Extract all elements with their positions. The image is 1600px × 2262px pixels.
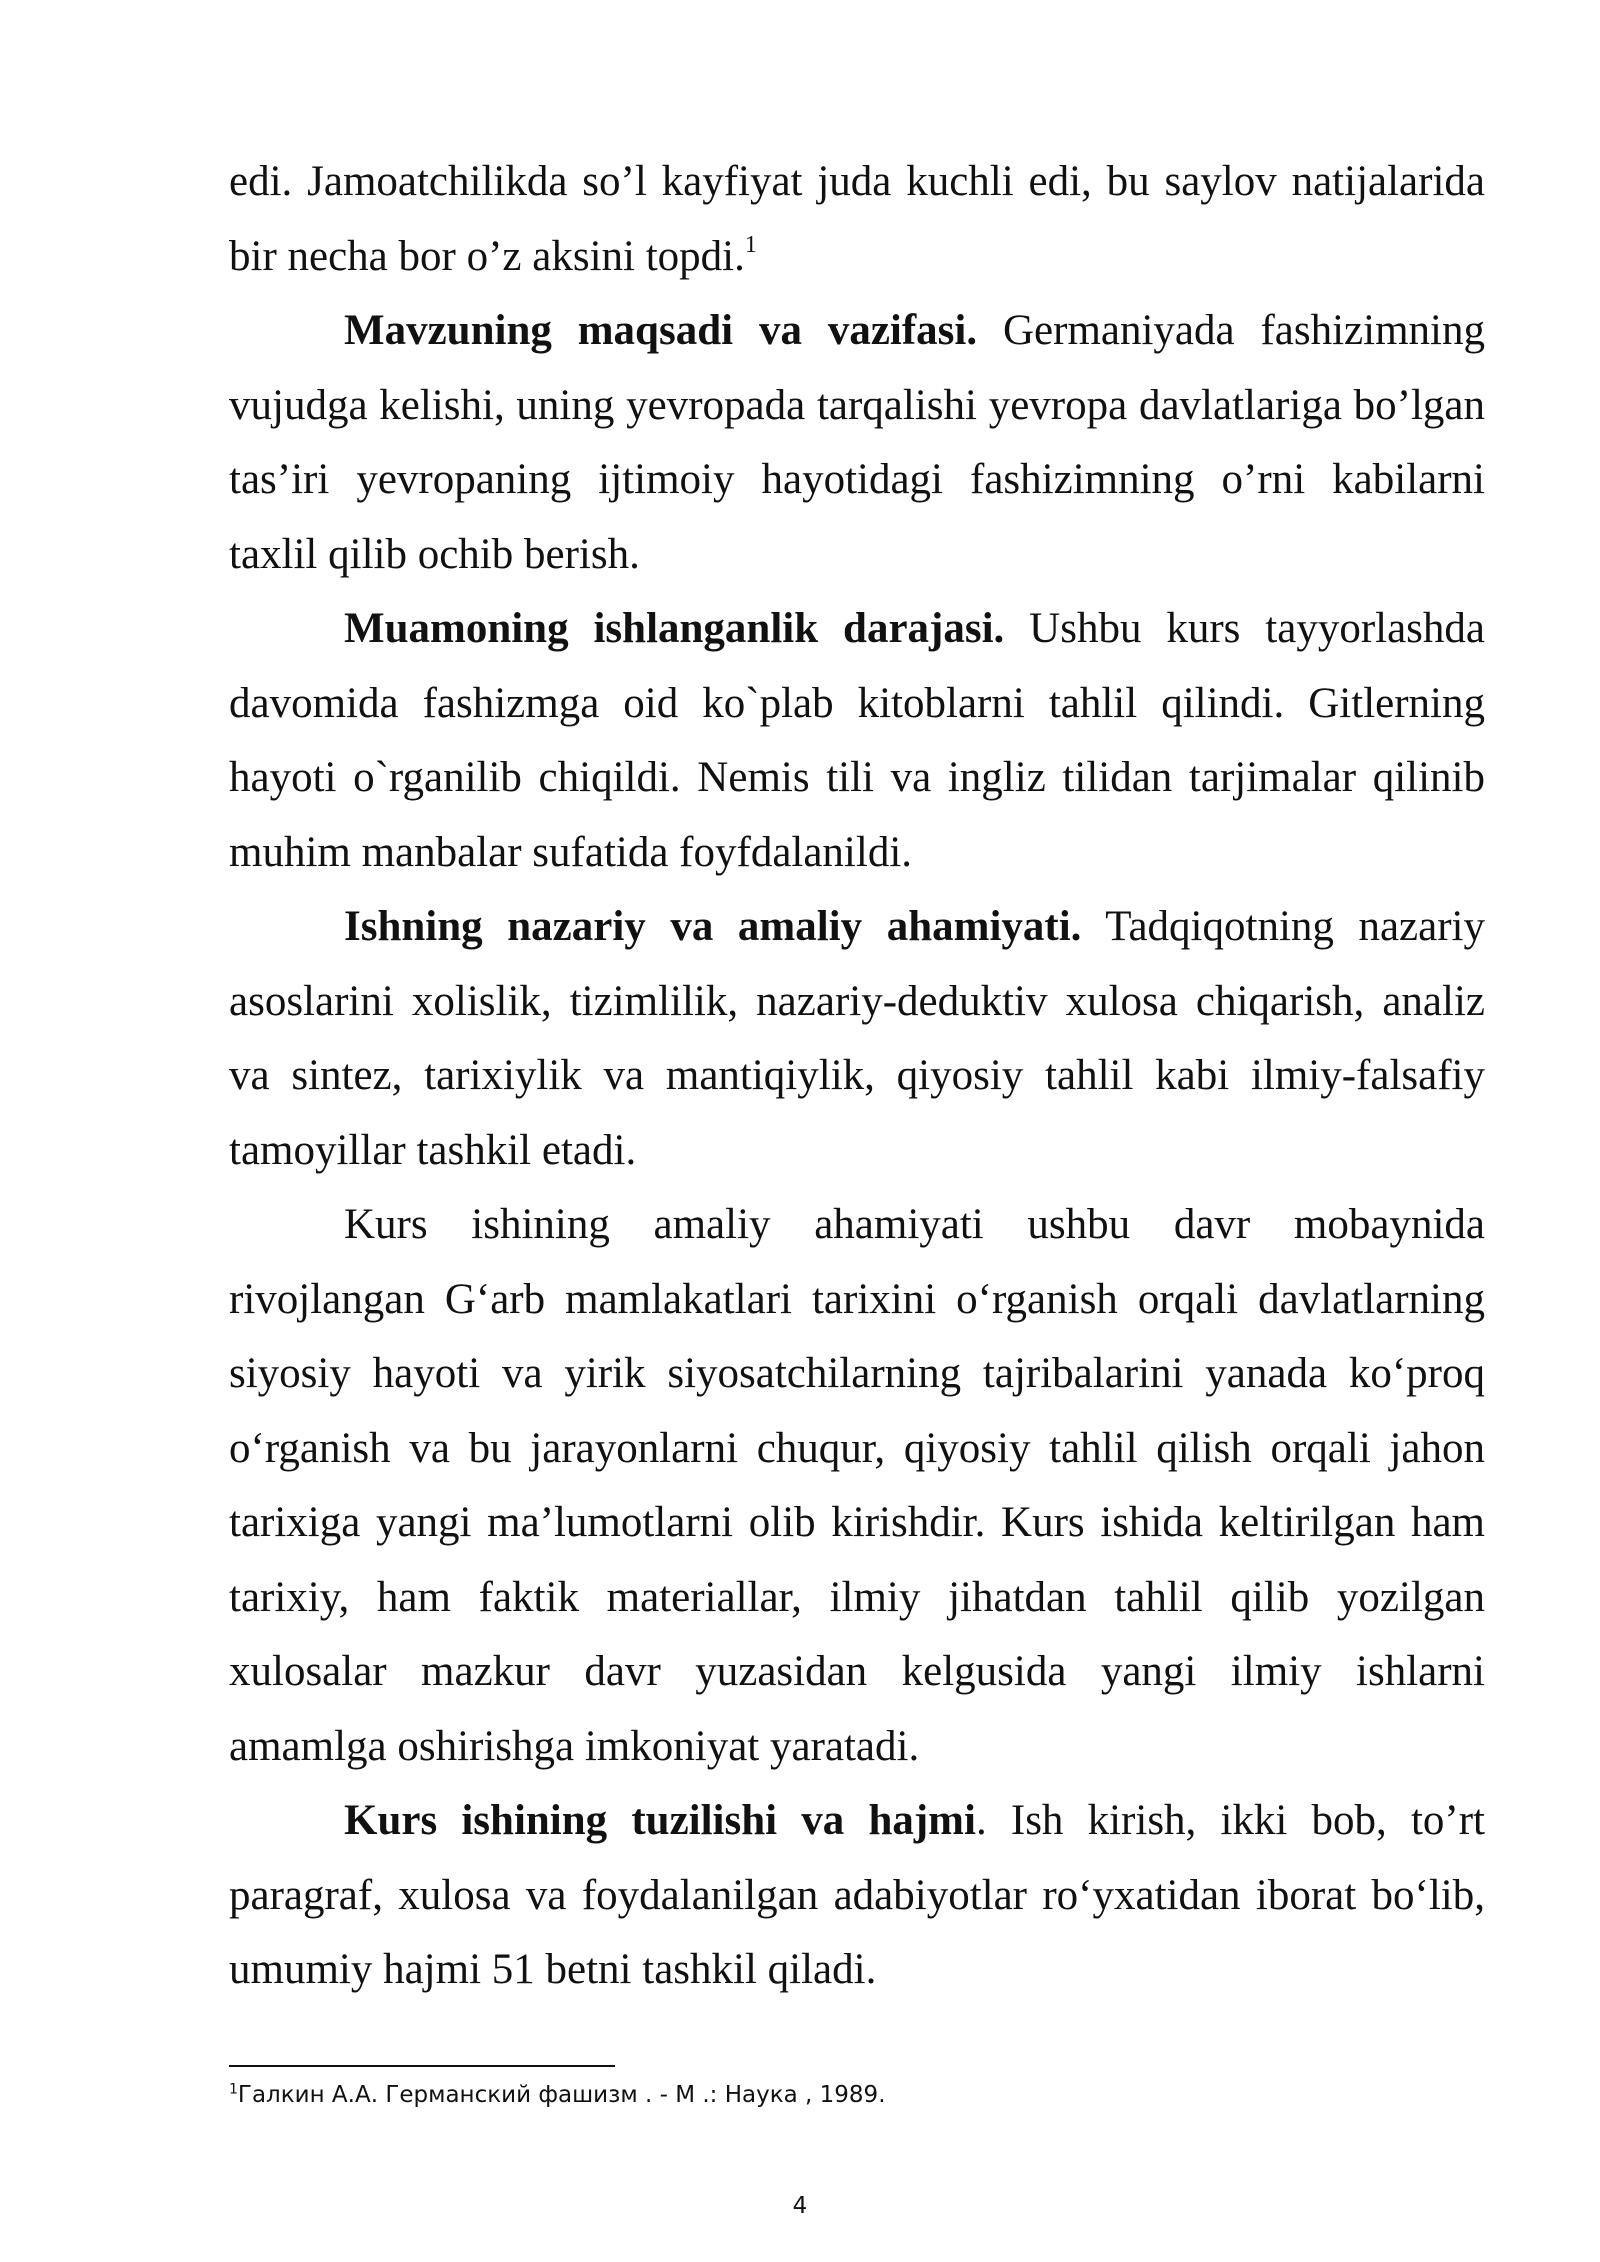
paragraph-text: Germaniyada fashizimning vujudga kelishi, uning yevropada tarqalishi yevropa davlatlariga bo’lgan tas’iri yevropaning ijtimoiy hayotidagi fashizimning o’rni kabilarni taxlil qilib ochib berish.	[229, 307, 1485, 578]
footnote	[229, 2078, 886, 2112]
body-text	[229, 145, 1485, 2008]
paragraph-heading: Kurs ishining tuzilishi va hajmi	[344, 1797, 976, 1844]
paragraph-heading: Muamoning ishlanganlik darajasi.	[344, 605, 1005, 652]
paragraph-structure	[229, 1784, 1485, 2008]
page-number: 4	[792, 2193, 808, 2219]
paragraph-text: Tadqiqotning nazariy asoslarini xolislik, tizimlilik, nazariy-deduktiv xulosa chiqarish, analiz va sintez, tarixiylik va mantiqiylik, qiyosiy tahlil kabi ilmiy-falsafiy tamoyillar tashkil etadi.	[229, 903, 1485, 1174]
footnote-separator	[229, 2065, 615, 2067]
paragraph-continuation	[229, 145, 1485, 294]
paragraph-practical-significance	[229, 1188, 1485, 1784]
paragraph-text: Ushbu kurs tayyorlashda davomida fashizmga oid ko`plab kitoblarni tahlil qilindi. Gitlerning hayoti o`rganilib chiqildi. Nemis tili va ingliz tilidan tarjimalar qilinib muhim manbalar sufatida foyfdalanildi.	[229, 605, 1485, 876]
paragraph-text: . Ish kirish, ikki bob, to’rt paragraf, xulosa va foydalanilgan adabiyotlar ro‘yxatidan iborat bo‘lib, umumiy hajmi 51 betni tashkil qiladi.	[229, 1797, 1485, 1993]
paragraph-text: edi. Jamoatchilikda so’l kayfiyat juda kuchli edi, bu saylov natijalarida bir necha bor o’z aksini topdi.	[229, 158, 1485, 280]
paragraph-heading: Ishning nazariy va amaliy ahamiyati.	[344, 903, 1082, 950]
paragraph-text: Kurs ishining amaliy ahamiyati ushbu davr mobaynida rivojlangan G‘arb mamlakatlari tarixini o‘rganish orqali davlatlarning siyosiy hayoti va yirik siyosatchilarning tajribalarini yanada ko‘proq o‘rganish va bu jarayonlarni chuqur, qiyosiy tahlil qilish orqali jahon tarixiga yangi ma’lumotlarni olib kirishdir. Kurs ishida keltirilgan ham tarixiy, ham faktik materiallar, ilmiy jihatdan tahlil qilib yozilgan xulosalar mazkur davr yuzasidan kelgusida yangi ilmiy ishlarni amamlga oshirishga imkoniyat yaratadi.	[229, 1201, 1485, 1770]
paragraph-purpose	[229, 294, 1485, 592]
footnote-text: Галкин А.А. Германский фашизм . - М .: Наука , 1989.	[237, 2082, 886, 2108]
paragraph-heading: Mavzuning maqsadi va vazifasi.	[344, 307, 978, 354]
footnote-reference[interactable]: 1	[744, 232, 757, 259]
footnote-marker: 1	[229, 2081, 238, 2098]
paragraph-research-level	[229, 592, 1485, 890]
paragraph-significance	[229, 890, 1485, 1188]
